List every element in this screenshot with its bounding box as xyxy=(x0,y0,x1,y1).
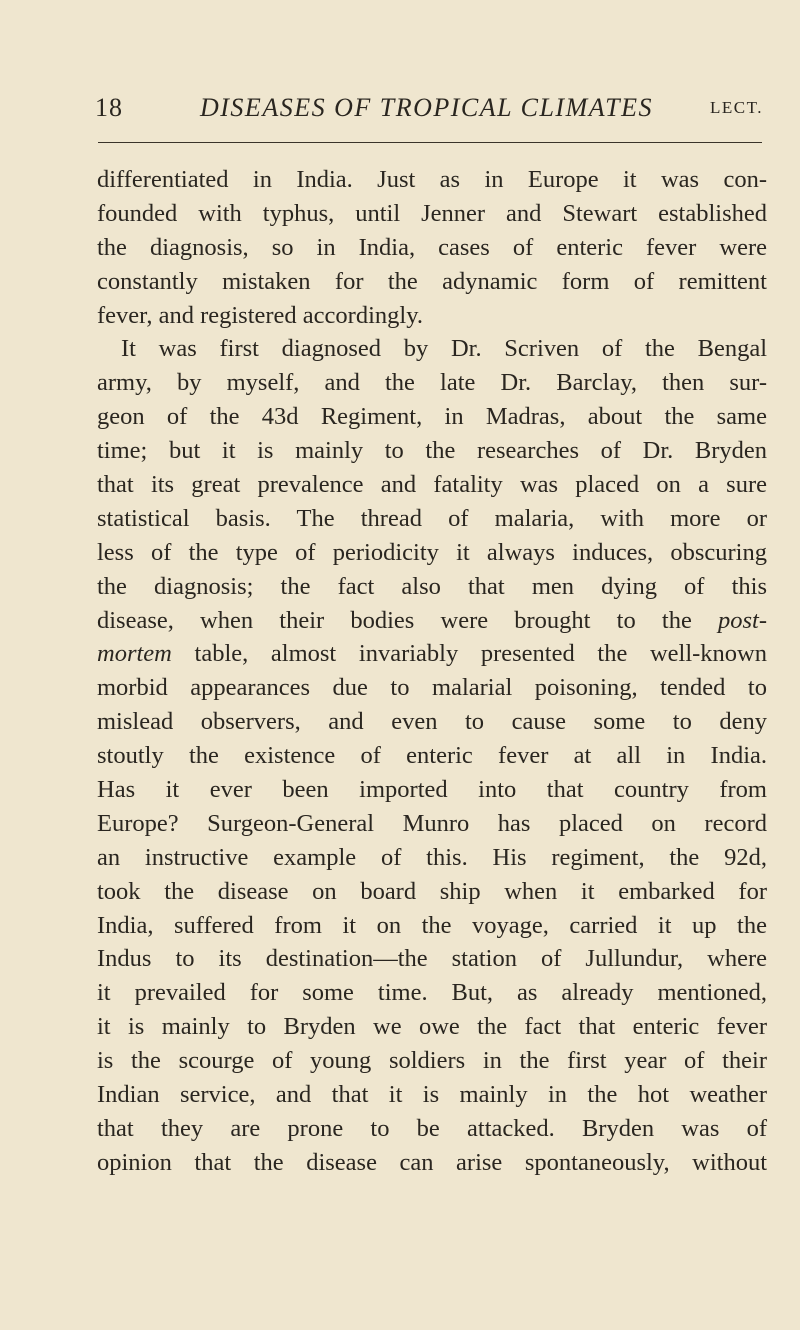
italic-word: mortem xyxy=(97,640,172,668)
text-line: that its great prevalence and fatality was placed on a sure xyxy=(97,471,767,499)
text-line: India, suffered from it on the voyage, carried it up the xyxy=(97,911,767,939)
text-line: Indian service, and that it is mainly in the hot weather xyxy=(97,1081,767,1109)
text-line: Europe? Surgeon-General Munro has placed on record xyxy=(97,809,767,837)
text-line: it is mainly to Bryden we owe the fact that enteric fever xyxy=(97,1013,767,1041)
text-line: geon of the 43d Regiment, in Madras, about the same xyxy=(97,403,767,431)
text-line: statistical basis. The thread of malaria, with more or xyxy=(97,504,767,532)
body-text xyxy=(97,163,767,1180)
text-line-with-italic xyxy=(97,604,767,638)
text-line: the diagnosis, so in India, cases of enteric fever were xyxy=(97,233,767,261)
text-line: opinion that the disease can arise spontaneously, without xyxy=(97,1148,767,1176)
text-line: the diagnosis; the fact also that men dying of this xyxy=(97,572,767,600)
text-line: less of the type of periodicity it always induces, obscuring xyxy=(97,538,767,566)
text-segment: disease, when their bodies were brought to the xyxy=(97,606,692,634)
text-line: that they are prone to be attacked. Bryden was of xyxy=(97,1114,767,1142)
text-line: is the scourge of young soldiers in the first year of their xyxy=(97,1047,767,1075)
header-rule xyxy=(98,142,762,143)
running-header xyxy=(95,88,763,128)
text-line: founded with typhus, until Jenner and Stewart established xyxy=(97,199,767,227)
page-number: 18 xyxy=(95,93,123,122)
text-line: fever, and registered accordingly. xyxy=(97,301,423,329)
text-line: constantly mistaken for the adynamic form of remittent xyxy=(97,267,767,295)
text-line: mislead observers, and even to cause some to deny xyxy=(97,708,767,736)
text-line: an instructive example of this. His regiment, the 92d, xyxy=(97,843,767,871)
text-line: stoutly the existence of enteric fever at all in India. xyxy=(97,742,767,770)
text-line: it prevailed for some time. But, as already mentioned, xyxy=(97,979,767,1007)
text-line: morbid appearances due to malarial poisoning, tended to xyxy=(97,674,767,702)
italic-word: post- xyxy=(718,606,768,634)
running-title: DISEASES OF TROPICAL CLIMATES xyxy=(200,93,653,122)
text-line: time; but it is mainly to the researches of Dr. Bryden xyxy=(97,437,767,465)
section-label: LECT. xyxy=(710,98,763,117)
text-line: took the disease on board ship when it embarked for xyxy=(97,877,767,905)
text-line: differentiated in India. Just as in Europe it was con- xyxy=(97,166,767,193)
text-line: It was first diagnosed by Dr. Scriven of the Bengal xyxy=(121,335,767,363)
text-line: army, by myself, and the late Dr. Barclay, then sur- xyxy=(97,369,767,397)
text-segment: table, almost invariably presented the well-known xyxy=(194,640,768,668)
text-line: Indus to its destination—the station of Jullundur, where xyxy=(97,945,767,973)
text-line-with-italic xyxy=(97,637,767,671)
text-line: Has it ever been imported into that country from xyxy=(97,776,767,804)
